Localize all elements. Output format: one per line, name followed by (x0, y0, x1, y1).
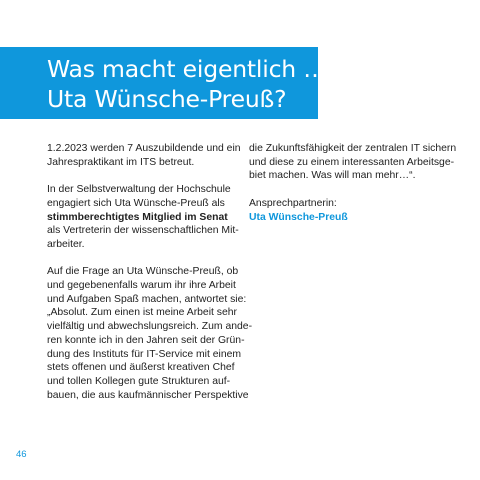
page-title-line-1: Was macht eigentlich … (47, 55, 327, 83)
text-line: In der Selbstverwaltung der Hochschule (47, 184, 231, 196)
text-line: die Zukunftsfähigkeit der zentralen IT sichern (249, 143, 457, 154)
right-column (249, 142, 457, 224)
title-banner (0, 47, 327, 119)
left-column (47, 142, 253, 402)
text-line: und diese zu einem interessanten Arbeitsge- (249, 156, 455, 168)
text-line: stets offenen und äußerst kreativen Chef (47, 362, 235, 374)
text-line: arbeiter. (47, 238, 85, 250)
text-line: und tollen Kollegen gute Strukturen auf- (47, 375, 231, 387)
text-line: und gegebenenfalls warum ihr ihre Arbeit (47, 280, 236, 291)
text-line: als Vertreterin der wissenschaftlichen Mit- (47, 225, 239, 237)
text-line: bauen, die aus kaufmännischer Perspektive (47, 389, 249, 401)
text-line: und Aufgaben Spaß machen, antwortet sie: (47, 293, 247, 305)
text-line: ren konnte ich in den Jahren seit der Grün- (47, 334, 245, 346)
contact-label: Ansprechpartnerin: (249, 197, 337, 209)
text-line: biet machen. Was will man mehr…“. (249, 170, 416, 182)
page-number: 46 (16, 449, 27, 460)
senate-membership-text: stimmberechtigtes Mitglied im Senat (47, 211, 228, 223)
text-line: vielfältig und abwechslungsreich. Zum ande- (47, 321, 253, 333)
text-line: 1.2.2023 werden 7 Auszubildende und ein (47, 143, 241, 154)
page-title-line-2: Uta Wünsche-Preuß? (47, 85, 287, 113)
text-line: Auf die Frage an Uta Wünsche-Preuß, ob (47, 266, 239, 278)
text-line: Jahrespraktikant im ITS betreut. (47, 156, 195, 168)
contact-name: Uta Wünsche-Preuß (249, 211, 348, 223)
text-line: dung des Instituts für IT-Service mit einem (47, 348, 242, 360)
text-line: „Absolut. Zum einen ist meine Arbeit sehr (47, 307, 238, 319)
text-line: engagiert sich Uta Wünsche-Preuß als (47, 197, 225, 209)
